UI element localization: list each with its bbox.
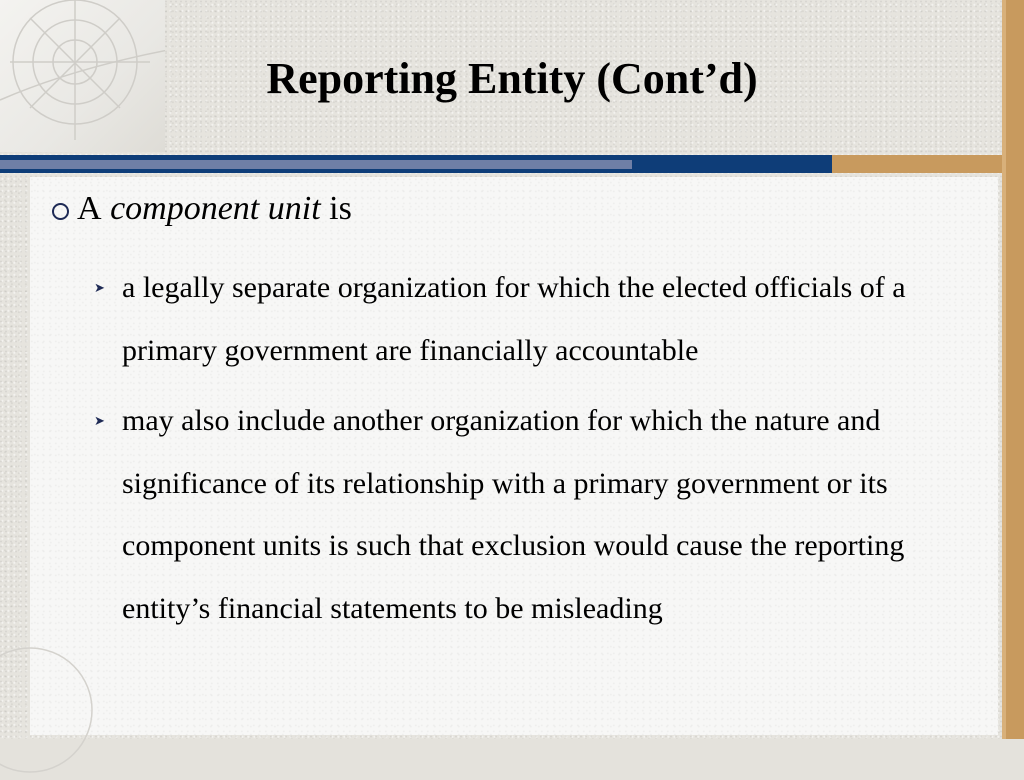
slide-header <box>0 0 1002 152</box>
divider-bar-gold <box>832 155 1002 173</box>
main-bullet-suffix: is <box>329 190 352 227</box>
sub-bullet-1 <box>94 257 974 382</box>
right-gold-stripe-highlight <box>1002 0 1006 739</box>
divider-bar-gray <box>0 160 632 169</box>
arrowhead-bullet-icon: ➤ <box>94 280 105 295</box>
sub-bullet-2-text: may also include another organization for which the nature and significance of its relationship with a primary government or its component units is such that exclusion would cause the reporting entity’s financial statements to be misleading <box>122 404 905 625</box>
sub-bullet-1-text: a legally separate organization for which the elected officials of a primary government are financially accountable <box>122 271 906 367</box>
main-bullet-emphasis: component unit <box>110 190 321 227</box>
main-bullet-prefix: A <box>77 190 102 227</box>
slide-title: Reporting Entity (Cont’d) <box>266 54 758 103</box>
ring-bullet-icon <box>52 203 69 220</box>
arrowhead-bullet-icon: ➤ <box>94 413 105 428</box>
sub-bullet-2 <box>94 390 974 640</box>
main-bullet <box>52 190 352 228</box>
circle-decoration <box>0 640 100 780</box>
